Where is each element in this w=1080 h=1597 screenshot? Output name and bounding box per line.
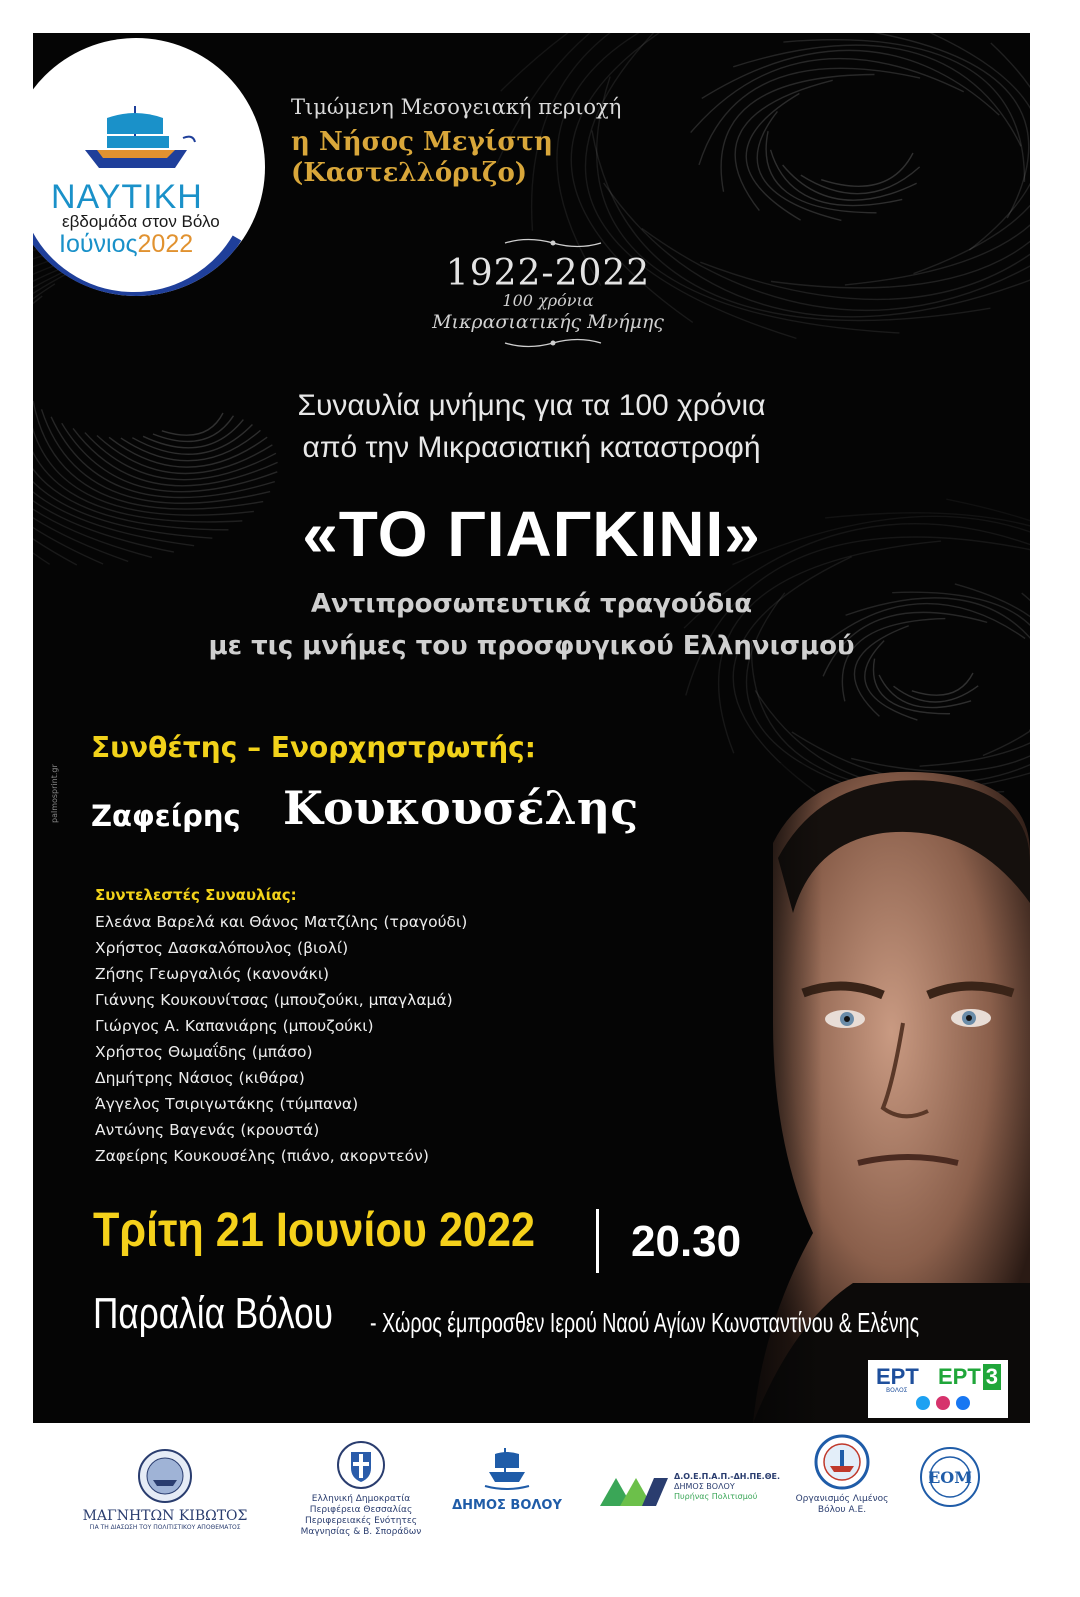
twitter-icon[interactable]: [916, 1396, 930, 1410]
background-line: [845, 73, 1030, 285]
credit-item: Γιάννης Κουκουνίτσας (μπουζούκι, μπαγλαμά): [95, 991, 453, 1009]
badge-month: Ιούνιος: [59, 230, 138, 258]
background-line: [733, 45, 1021, 146]
subtitle-line-2: με τις μνήμες του προσφυγικού Ελληνισμού: [208, 631, 855, 661]
ert-media-sponsors: [868, 1360, 1008, 1418]
region-line-2: Περιφέρεια Θεσσαλίας: [309, 1505, 413, 1515]
honor-line-3: (Καστελλόριζο): [291, 158, 528, 188]
kivotos-emblem-icon: [137, 1448, 193, 1504]
chamber-name: ΕΟΜ: [928, 1468, 972, 1487]
background-line: [702, 50, 1000, 115]
argo-ship-icon: [481, 1442, 533, 1494]
port-line-1: Οργανισμός Λιμένος: [795, 1494, 889, 1504]
credit-item: Χρήστος Θωμαΐδης (μπάσο): [95, 1043, 313, 1061]
badge-month-year: [59, 230, 193, 259]
ert3-text: ΕΡΤ: [938, 1364, 981, 1389]
background-line: [721, 75, 874, 192]
ornament-top-icon: [503, 236, 603, 250]
instagram-icon[interactable]: [936, 1396, 950, 1410]
deppe-line-2: ΔΗΜΟΣ ΒΟΛΟΥ: [674, 1482, 735, 1491]
intro-line-2: από την Μικρασιατική καταστροφή: [302, 431, 761, 464]
background-line: [894, 686, 979, 702]
sponsor-region: [296, 1440, 426, 1538]
credit-item: Γιώργος Α. Καπανιάρης (μπουζούκι): [95, 1017, 374, 1035]
region-line-4: Μαγνησίας & Β. Σποράδων: [300, 1527, 422, 1537]
credit-item: Ζήσης Γεωργαλιός (κανονάκι): [95, 965, 330, 983]
credit-item: Δημήτρης Νάσιος (κιθάρα): [95, 1069, 305, 1087]
ert-logo-sub: ΒΟΛΟΣ: [886, 1387, 908, 1394]
anniversary-line-1: 100 χρόνια: [502, 291, 594, 310]
intro-line-1: Συναυλία μνήμης για τα 100 χρόνια: [297, 389, 766, 422]
concert-title: «ΤΟ ΓΙΑΓΚΙΝΙ»: [302, 498, 761, 570]
honor-line-1: Τιμώμενη Μεσογειακή περιοχή: [291, 95, 622, 119]
background-line: [691, 59, 964, 133]
background-line: [875, 33, 1030, 295]
anniversary-years: 1922-2022: [445, 253, 651, 294]
municipality-name: ΔΗΜΟΣ ΒΟΛΟΥ: [452, 1498, 562, 1513]
ert-logo: ΕΡΤ: [876, 1364, 919, 1389]
date-time-separator: [596, 1209, 599, 1273]
region-line-1: Ελληνική Δημοκρατία: [311, 1494, 411, 1504]
sponsor-kivotos: [70, 1448, 260, 1531]
event-time: 20.30: [631, 1217, 742, 1266]
deppe-line-1: Δ.Ο.Ε.Π.Α.Π.-ΔΗ.ΠΕ.ΘΕ.: [674, 1472, 781, 1481]
background-line: [783, 165, 917, 200]
sponsor-port: [782, 1434, 902, 1516]
sponsor-chamber: [915, 1446, 985, 1512]
composer-label: Συνθέτης – Ενορχηστρωτής:: [91, 731, 536, 764]
deppe-logo-icon: [598, 1472, 670, 1508]
concert-poster: [33, 33, 1030, 1423]
port-line-2: Βόλου Α.Ε.: [817, 1505, 867, 1515]
ornament-bottom-icon: [503, 336, 603, 350]
background-line: [851, 662, 1030, 771]
credit-item: Αντώνης Βαγενάς (κρουστά): [95, 1121, 320, 1139]
subtitle-line-1: Αντιπροσωπευτικά τραγούδια: [310, 589, 753, 619]
kivotos-name: ΜΑΓΝΗΤΩΝ ΚΙΒΩΤΟΣ: [82, 1508, 248, 1524]
ert3-logo: [938, 1364, 1001, 1390]
deppe-line-3: Πυρήνας Πολιτισμού: [674, 1492, 758, 1501]
background-line: [783, 40, 1024, 182]
region-line-3: Περιφερειακές Ενότητες: [305, 1516, 417, 1526]
chamber-emblem-icon: [919, 1446, 981, 1508]
credit-item: Άγγελος Τσιριγωτάκης (τύμπανα): [95, 1095, 359, 1113]
port-authority-emblem-icon: [814, 1434, 870, 1490]
sponsor-deppe: [598, 1472, 788, 1508]
composer-first-name: Ζαφείρης: [91, 799, 241, 833]
honor-line-2: η Νήσος Μεγίστη: [291, 127, 553, 157]
anniversary-line-2: Μικρασιατικής Μνήμης: [432, 311, 664, 333]
background-line: [735, 80, 833, 210]
print-credit: palmosprint.gr: [50, 764, 59, 823]
background-line: [912, 673, 973, 695]
facebook-icon[interactable]: [956, 1396, 970, 1410]
composer-last-name: Κουκουσέλης: [283, 781, 639, 835]
badge-year: 2022: [137, 230, 194, 258]
ert3-number: 3: [983, 1364, 1001, 1390]
greek-coat-of-arms-icon: [336, 1440, 386, 1490]
credit-item: Χρήστος Δασκαλόπουλος (βιολί): [95, 939, 349, 957]
credit-item: Ελεάνα Βαρελά και Θάνος Ματζίλης (τραγούδι): [95, 913, 468, 931]
event-place-detail: - Χώρος έμπροσθεν Ιερού Ναού Αγίων Κωνσταντίνου & Ελένης: [370, 1307, 920, 1338]
badge-title: ΝΑΥΤΙΚΗ: [51, 178, 203, 216]
naval-week-badge: [33, 38, 265, 296]
background-line: [699, 68, 920, 165]
sponsor-municipality: [442, 1442, 572, 1513]
credits-heading: Συντελεστές Συναυλίας:: [95, 886, 297, 904]
kivotos-sub: ΓΙΑ ΤΗ ΔΙΑΣΩΣΗ ΤΟΥ ΠΟΛΙΤΙΣΤΙΚΟΥ ΑΠΟΘΕΜΑΤΟΣ: [89, 1524, 241, 1531]
event-date: Τρίτη 21 Ιουνίου 2022: [93, 1204, 536, 1257]
credit-item: Ζαφείρης Κουκουσέλης (πιάνο, ακορντεόν): [95, 1147, 429, 1165]
event-place: Παραλία Βόλου: [93, 1289, 333, 1338]
badge-subtitle: εβδομάδα στον Βόλο: [62, 212, 220, 231]
ship-icon: [85, 106, 195, 168]
background-line: [771, 150, 903, 206]
background-line: [771, 115, 1030, 288]
